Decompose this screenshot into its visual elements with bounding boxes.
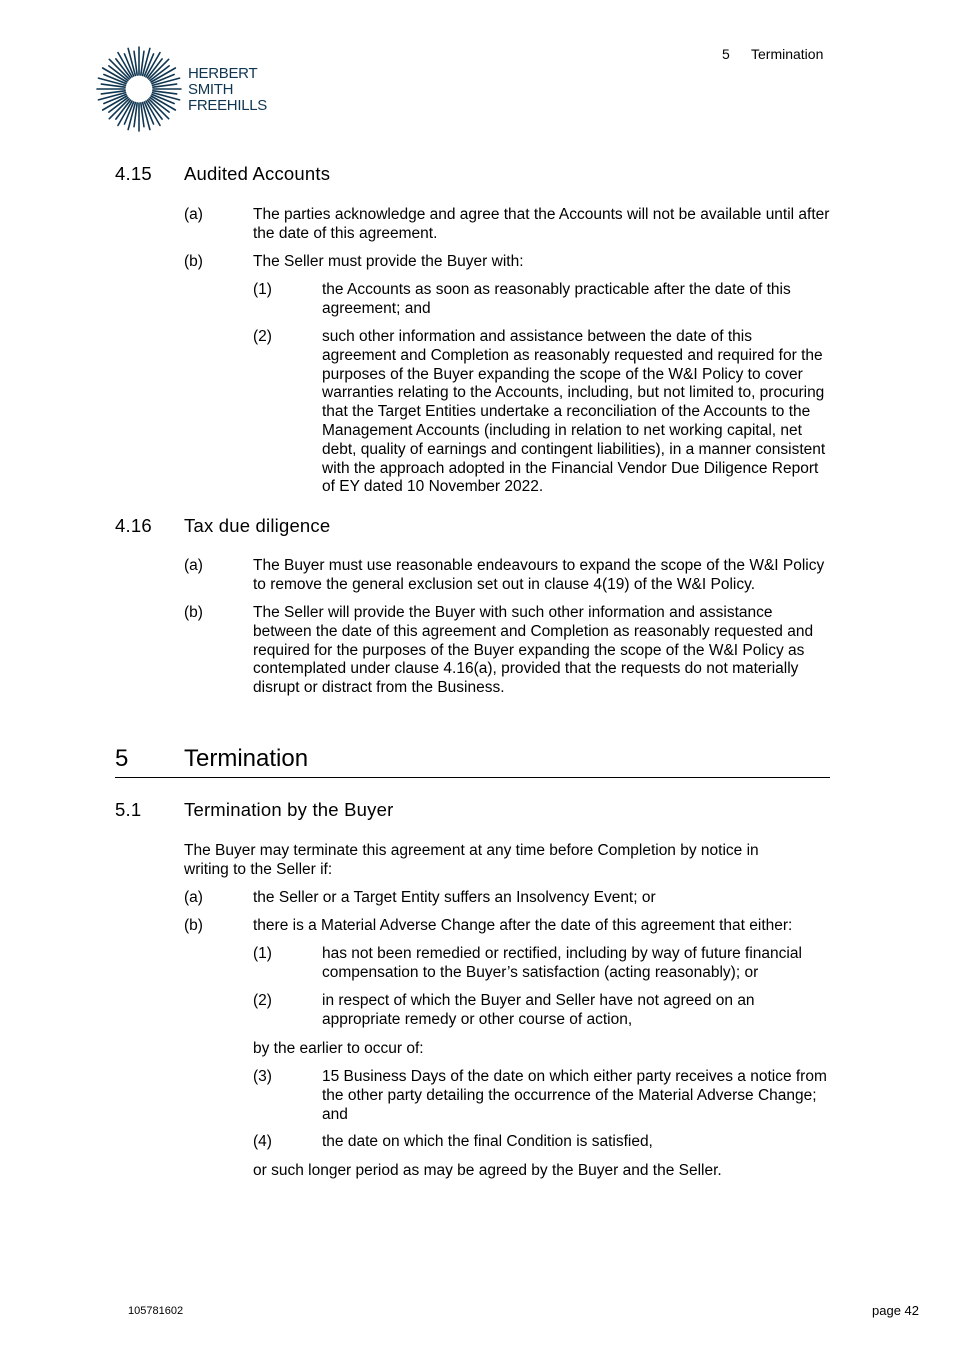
clause-5-1-earlier: by the earlier to occur of:: [253, 1040, 424, 1057]
running-header-title: Termination: [751, 46, 824, 62]
clause-label: (1): [253, 281, 272, 298]
heading-title: Termination: [184, 745, 309, 772]
clause-text: the Accounts as soon as reasonably practicable after the date of this agreement; and: [322, 281, 791, 317]
clause-label: (1): [253, 945, 272, 962]
clause-label: (b): [184, 604, 203, 621]
clause-text: the Seller or a Target Entity suffers an Insolvency Event; or: [253, 889, 656, 906]
clause-label: (a): [184, 557, 203, 574]
clause-text: The Seller must provide the Buyer with:: [253, 253, 524, 270]
clause-label: (a): [184, 206, 203, 223]
clause-text: there is a Material Adverse Change after the date of this agreement that either:: [253, 917, 793, 934]
clause-text: has not been remedied or rectified, including by way of future financial compensation to the Buyer’s satisfaction (acting reasonably); or: [322, 945, 802, 981]
document-id: 105781602: [128, 1305, 184, 1317]
clause-label: (3): [253, 1068, 272, 1085]
clause-text: The Buyer must use reasonable endeavours to expand the scope of the W&I Policy to remove the general exclusion set out in clause 4(19) of the W&I Policy.: [253, 557, 825, 593]
heading-number: 5.1: [115, 799, 142, 820]
logo-line-1: HERBERT: [188, 65, 258, 82]
heading-title: Termination by the Buyer: [184, 799, 394, 820]
clause-5-1-intro: The Buyer may terminate this agreement at any time before Completion by notice in writing to the Seller if:: [184, 842, 759, 878]
heading-number: 5: [115, 745, 129, 772]
sunburst-logo-icon: [96, 46, 182, 132]
logo-line-3: FREEHILLS: [188, 97, 267, 114]
heading-number: 4.16: [115, 515, 152, 536]
running-header: [722, 46, 823, 62]
clause-label: (b): [184, 917, 203, 934]
clause-text: The Seller will provide the Buyer with such other information and assistance between the date of this agreement and Completion as reasonably requested and required for the purposes of the Buyer expanding the scope of the W&I Policy as contemplated under clause 4.16(a), provided that the requests do not materially disrupt or distract from the Business.: [253, 604, 814, 697]
firm-logo: [96, 46, 286, 136]
clause-text: 15 Business Days of the date on which either party receives a notice from the other party detailing the occurrence of the Material Adverse Change; and: [322, 1068, 827, 1123]
clause-5-1-closing: or such longer period as may be agreed by the Buyer and the Seller.: [253, 1162, 722, 1179]
clause-label: (b): [184, 253, 203, 270]
clause-label: (4): [253, 1133, 272, 1150]
heading-title: Tax due diligence: [184, 515, 331, 536]
heading-number: 4.15: [115, 163, 152, 184]
clause-text: the date on which the final Condition is satisfied,: [322, 1133, 653, 1150]
clause-label: (a): [184, 889, 203, 906]
clause-text: The parties acknowledge and agree that the Accounts will not be available until after the date of this agreement.: [253, 206, 830, 242]
running-header-number: 5: [722, 46, 730, 62]
clause-text: in respect of which the Buyer and Seller have not agreed on an appropriate remedy or other course of action,: [322, 992, 755, 1028]
clause-label: (2): [253, 992, 272, 1009]
heading-5: [115, 745, 830, 778]
logo-wordmark: [188, 66, 267, 114]
heading-title: Audited Accounts: [184, 163, 331, 184]
page-number: page 42: [872, 1303, 919, 1318]
clause-label: (2): [253, 328, 272, 345]
logo-line-2: SMITH: [188, 81, 234, 98]
clause-text: such other information and assistance between the date of this agreement and Completion as reasonably requested and required for the purposes of the Buyer expanding the scope of the W&I Policy to cover warranties relating to the Accounts, including, but not limited to, procuring that the Target Entities undertake a reconciliation of the Accounts to the Management Accounts (including in relation to net working capital, net debt, quality of earnings and contingent liabilities), in a manner consistent with the approach adopted in the Financial Vendor Due Diligence Report of EY dated 10 November 2022.: [322, 328, 826, 496]
